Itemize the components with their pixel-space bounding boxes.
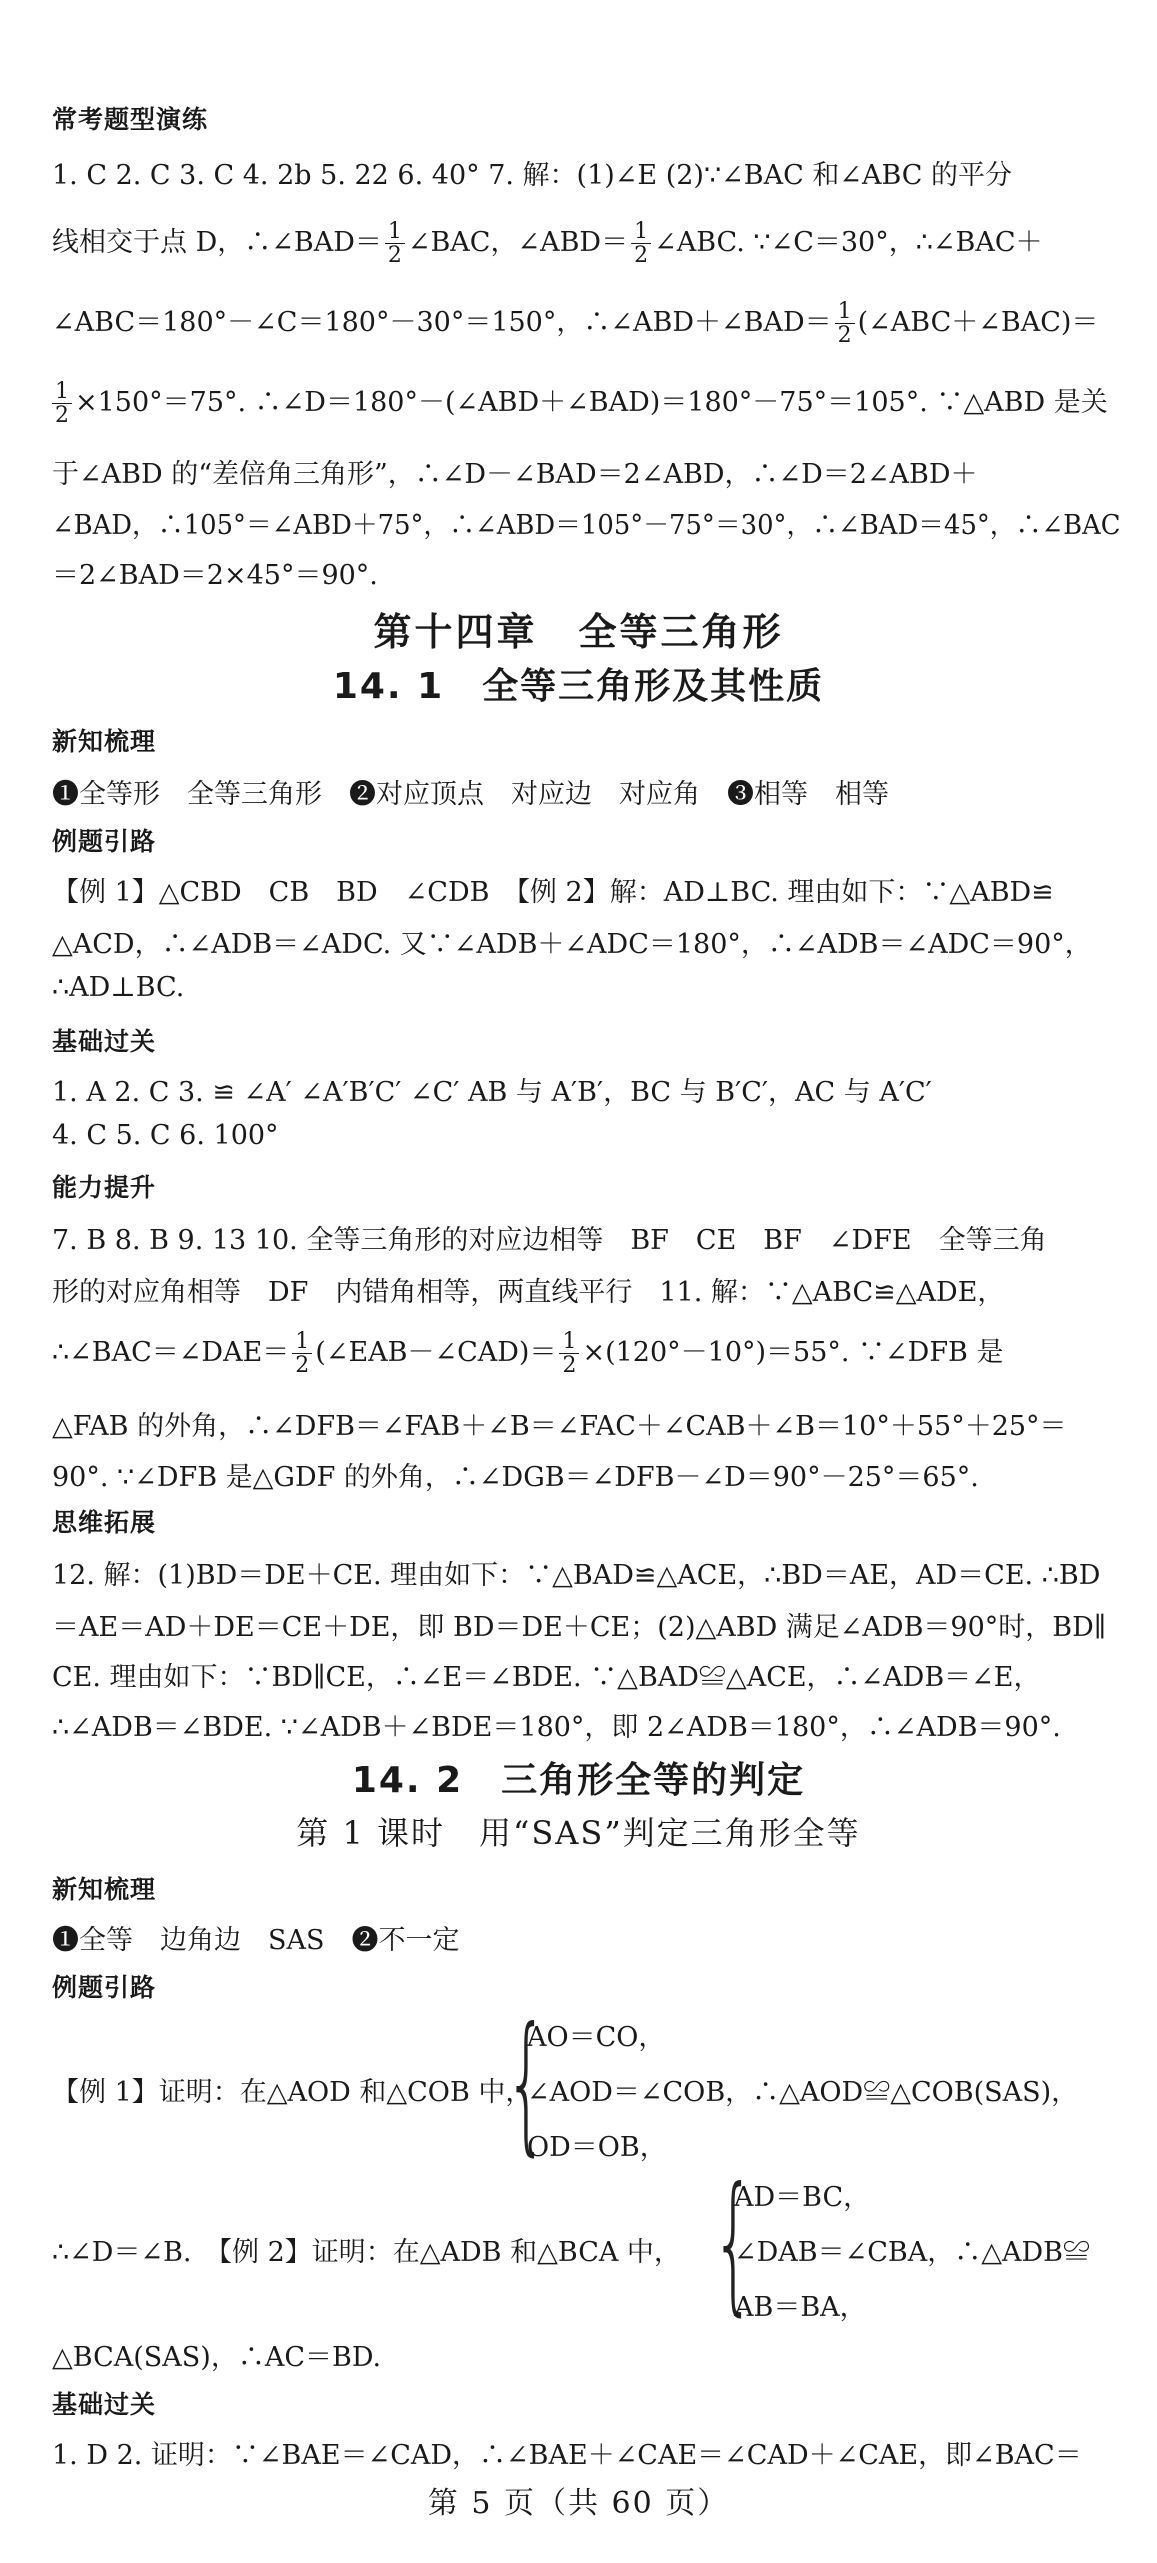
answer-line: 于∠ABD 的“差倍角三角形”，∴∠D－∠BAD＝2∠ABD，∴∠D＝2∠ABD＋ <box>52 459 978 490</box>
fraction-half: $\frac{1}{2}$ <box>835 300 855 347</box>
answer-line: 形的对应角相等 DF 内错角相等，两直线平行 11. 解：∵△ABC≌△ADE， <box>52 1277 1005 1308</box>
fraction-half: $\frac{1}{2}$ <box>292 1330 312 1377</box>
section-heading-changkao: 常考题型演练 <box>52 105 209 134</box>
lesson-title: 第 1 课时 用“SAS”判定三角形全等 <box>296 1814 861 1852</box>
answer-line: △BCA(SAS)，∴AC＝BD. <box>52 2342 382 2373</box>
page-footer: 第 5 页（共 60 页） <box>427 2486 730 2521</box>
fraction-half: $\frac{1}{2}$ <box>559 1330 579 1377</box>
answer-line: 90°. ∵∠DFB 是△GDF 的外角，∴∠DGB＝∠DFB－∠D＝90°－25°＝65°. <box>52 1462 979 1493</box>
answer-line: △FAB 的外角，∴∠DFB＝∠FAB＋∠B＝∠FAC＋∠CAB＋∠B＝10°＋55°＋25°＝ <box>52 1411 1067 1442</box>
answer-line: 12. 解：(1)BD＝DE＋CE. 理由如下：∵△BAD≌△ACE，∴BD＝AE，AD＝CE. ∴BD <box>52 1560 1101 1591</box>
section-heading-xinzhi: 新知梳理 <box>52 1875 157 1904</box>
fraction-half: $\frac{1}{2}$ <box>631 220 651 267</box>
answer-line: ∴∠ADB＝∠BDE. ∵∠ADB＋∠BDE＝180°，即 2∠ADB＝180°，∴∠ADB＝90°. <box>52 1712 1061 1743</box>
section-heading-liti: 例题引路 <box>52 827 157 856</box>
answer-line: 线相交于点 D，∴∠BAD＝ $\frac{1}{2}$ ∠BAC，∠ABD＝ $\frac{1}{2}$ ∠ABC. ∵∠C＝30°，∴∠BAC＋ <box>52 219 1043 269</box>
answer-line: ∠ABC＝180°－∠C＝180°－30°＝150°，∴∠ABD＋∠BAD＝ $\frac{1}{2}$ (∠ABC＋∠BAC)＝ <box>52 299 1099 349</box>
system-line: OD＝OB， <box>527 2132 667 2163</box>
answer-line: ∠BAD，∴105°＝∠ABD＋75°，∴∠ABD＝105°－75°＝30°，∴∠BAD＝45°，∴∠BAC <box>52 510 1121 541</box>
answer-line: ❶全等形 全等三角形 ❷对应顶点 对应边 对应角 ❸相等 相等 <box>52 779 889 810</box>
brace-symbol: { <box>712 2156 755 2330</box>
answer-line: ＝AE＝AD＋DE＝CE＋DE，即 BD＝DE＋CE；(2)△ABD 满足∠ADB＝90°时，BD∥ <box>52 1612 1107 1643</box>
section-heading-nengli: 能力提升 <box>52 1173 157 1202</box>
answer-line: 1. A 2. C 3. ≌ ∠A′ ∠A′B′C′ ∠C′ AB 与 A′B′，BC 与 B′C′，AC 与 A′C′ <box>52 1077 932 1108</box>
answer-line: ∴∠BAC＝∠DAE＝ $\frac{1}{2}$ (∠EAB－∠CAD)＝ $\frac{1}{2}$ ×(120°－10°)＝55°. ∵∠DFB 是 <box>52 1329 1004 1379</box>
system-line: ∠AOD＝∠COB，∴△AOD≌△COB(SAS)， <box>527 2077 1079 2108</box>
brace-symbol: { <box>505 1996 548 2170</box>
fraction-half: $\frac{1}{2}$ <box>385 220 405 267</box>
answer-line: 【例 1】证明：在△AOD 和△COB 中， <box>52 2077 533 2108</box>
answer-line: ∴AD⊥BC. <box>52 972 185 1003</box>
answer-line: 1. C 2. C 3. C 4. 2b 5. 22 6. 40° 7. 解：(1)∠E (2)∵∠BAC 和∠ABC 的平分 <box>52 160 1013 191</box>
answer-line: ❶全等 边角边 SAS ❷不一定 <box>52 1925 460 1956</box>
answer-line: ＝2∠BAD＝2×45°＝90°. <box>52 560 378 591</box>
chapter-title: 第十四章 全等三角形 <box>373 610 784 654</box>
section-heading-jichu: 基础过关 <box>52 2390 157 2419</box>
answer-line: CE. 理由如下：∵BD∥CE，∴∠E＝∠BDE. ∵△BAD≌△ACE，∴∠ADB＝∠E， <box>52 1662 1041 1693</box>
section-heading-liti: 例题引路 <box>52 1973 157 2002</box>
answer-line: $\frac{1}{2}$ ×150°＝75°. ∴∠D＝180°－(∠ABD＋∠BAD)＝180°－75°＝105°. ∵△ABD 是关 <box>52 380 1108 427</box>
section-heading-siwei: 思维拓展 <box>52 1508 157 1537</box>
answer-line: △ACD，∴∠ADB＝∠ADC. 又∵∠ADB＋∠ADC＝180°，∴∠ADB＝∠ADC＝90°， <box>52 929 1092 960</box>
section-heading-jichu: 基础过关 <box>52 1027 157 1056</box>
system-line: ∠DAB＝∠CBA，∴△ADB≌ <box>734 2237 1090 2268</box>
answer-line: 4. C 5. C 6. 100° <box>52 1120 279 1151</box>
answer-line: 7. B 8. B 9. 13 10. 全等三角形的对应边相等 BF CE BF ∠DFE 全等三角 <box>52 1225 1047 1256</box>
answer-line: 1. D 2. 证明：∵∠BAE＝∠CAD，∴∠BAE＋∠CAE＝∠CAD＋∠CAE，即∠BAC＝ <box>52 2440 1082 2471</box>
fraction-half: $\frac{1}{2}$ <box>52 380 72 427</box>
section-title: 14. 2 三角形全等的判定 <box>351 1760 806 1801</box>
system-line: AB＝BA， <box>734 2292 867 2323</box>
system-line: AO＝CO， <box>527 2022 666 2053</box>
section-title: 14. 1 全等三角形及其性质 <box>332 666 825 707</box>
answer-line: 【例 1】△CBD CB BD ∠CDB 【例 2】解：AD⊥BC. 理由如下：∵△ABD≌ <box>52 877 1054 908</box>
system-line: AD＝BC， <box>734 2182 871 2213</box>
section-heading-xinzhi: 新知梳理 <box>52 727 157 756</box>
answer-line: ∴∠D＝∠B. 【例 2】证明：在△ADB 和△BCA 中， <box>52 2237 681 2268</box>
